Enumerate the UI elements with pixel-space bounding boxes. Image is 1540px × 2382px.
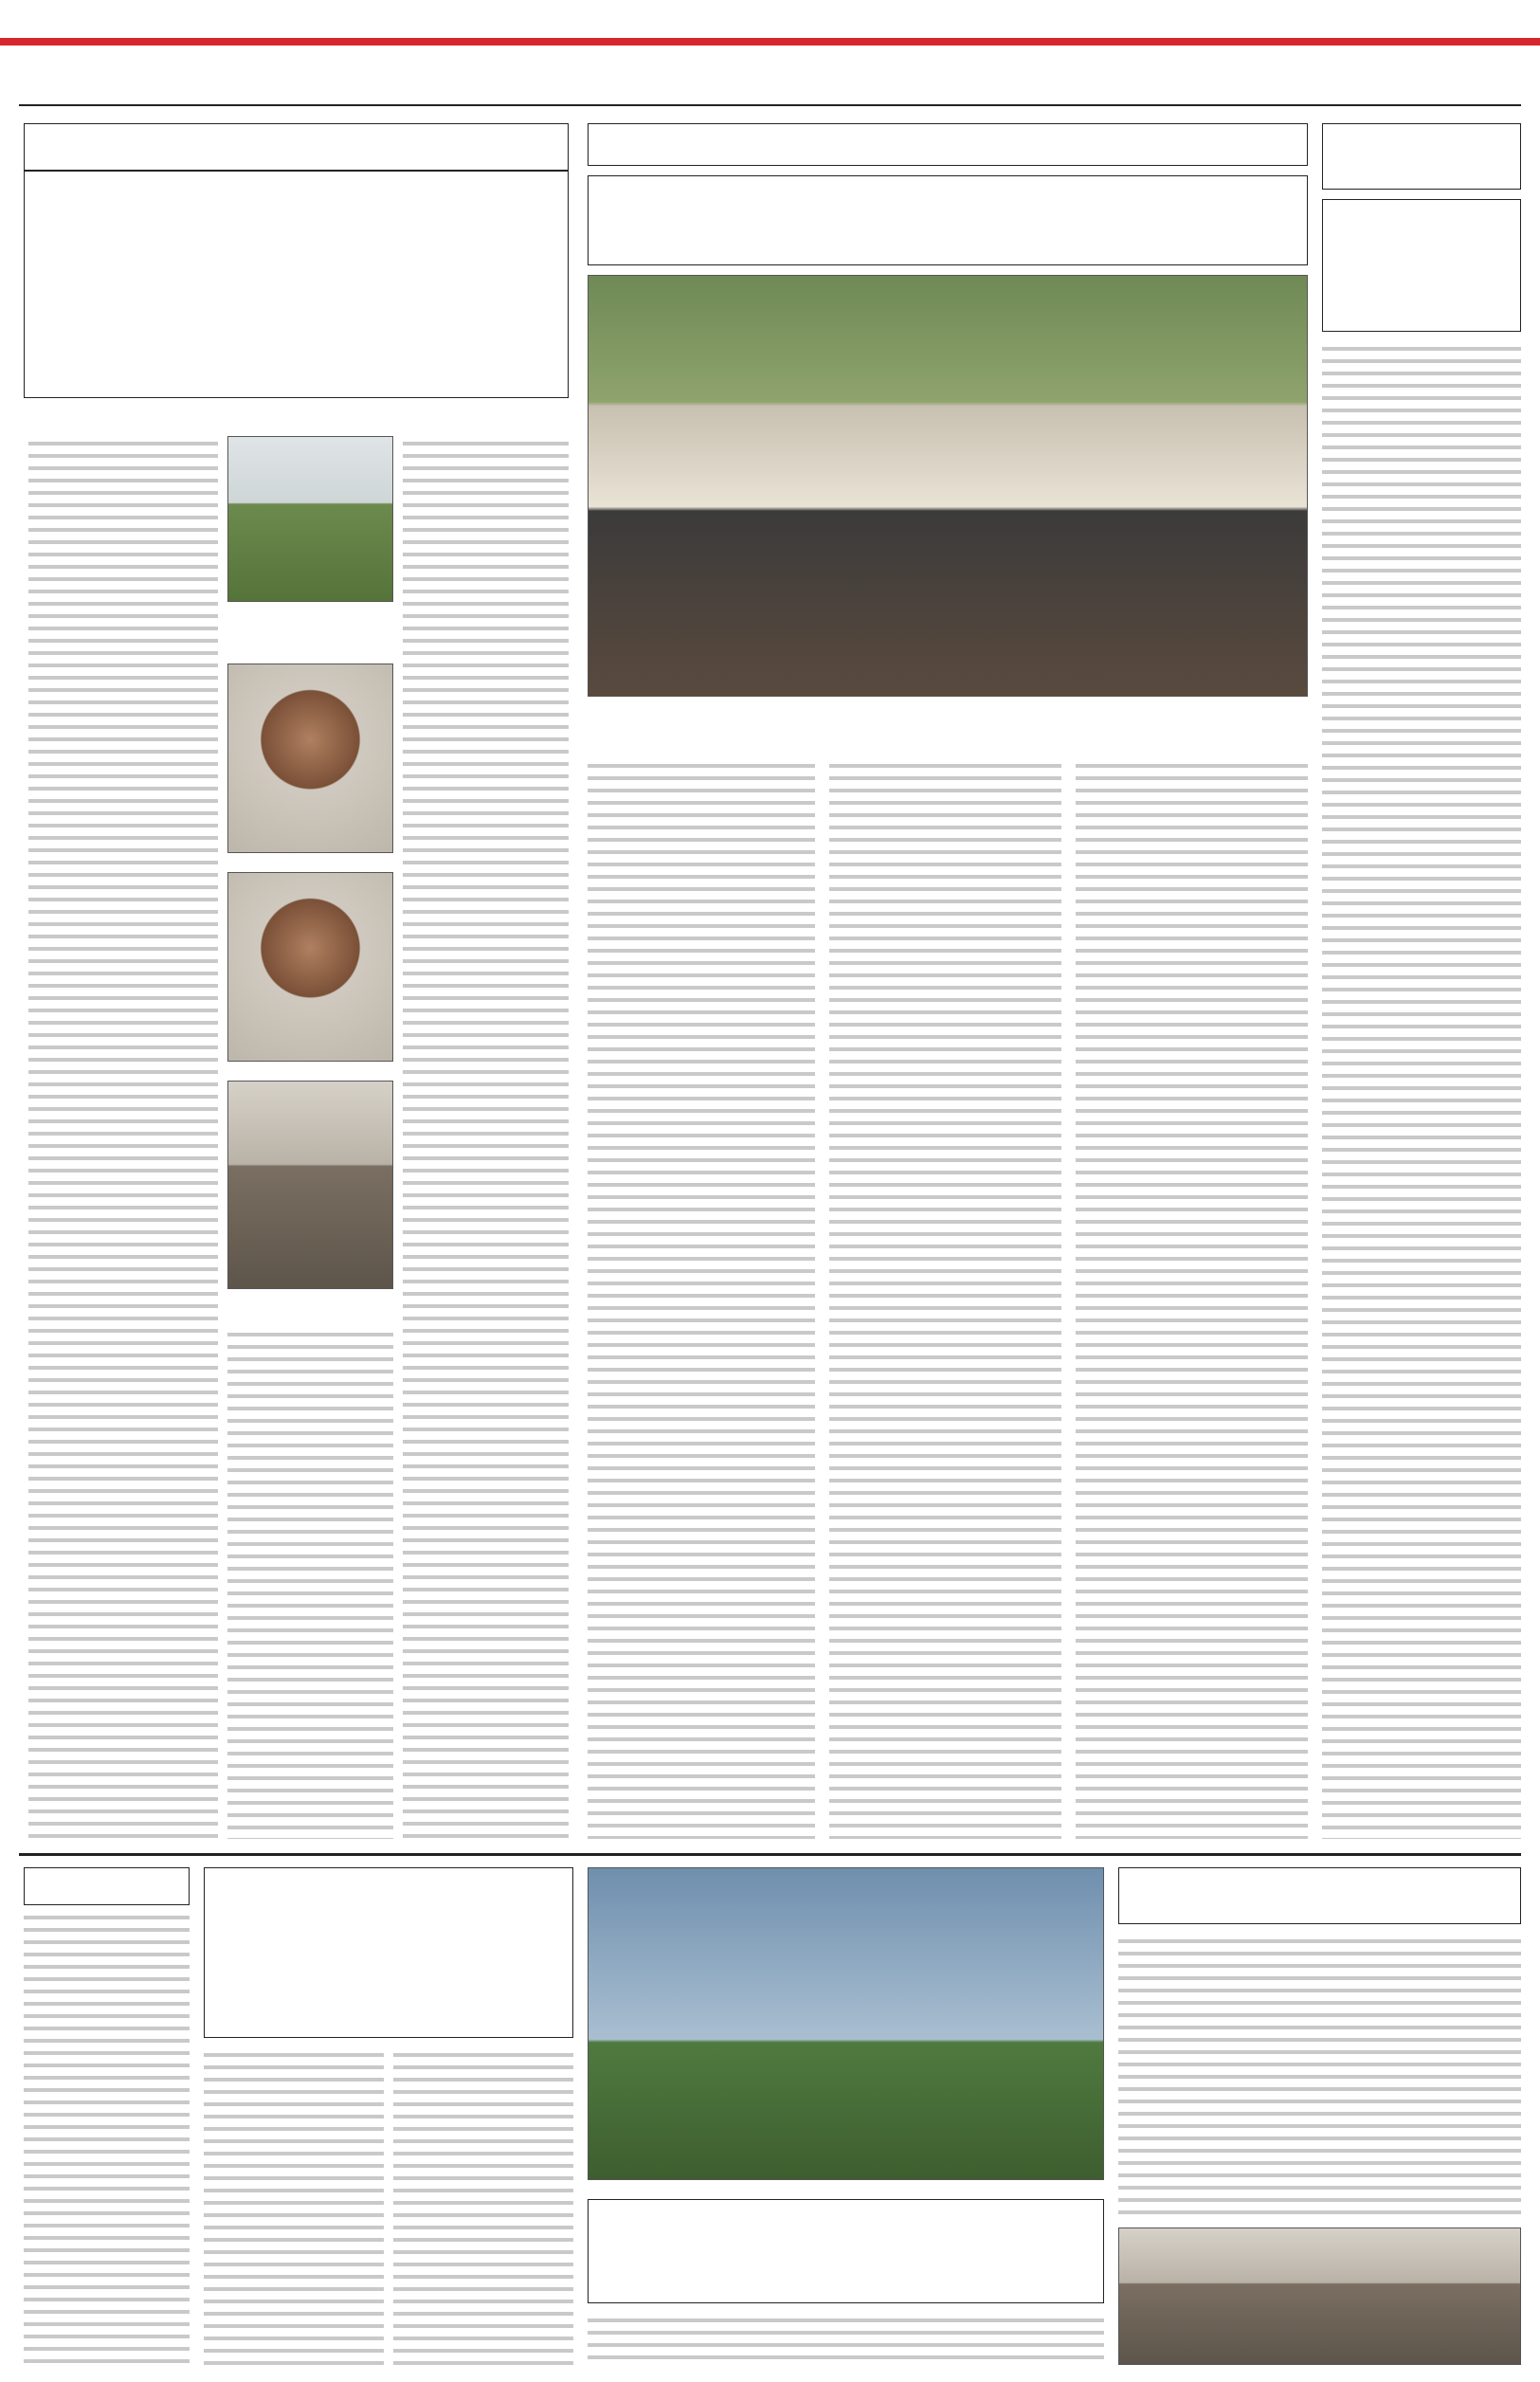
right-letter-body [1322, 341, 1521, 1839]
bottom-right-headline [1118, 1867, 1521, 1924]
left-kicker-box [24, 123, 569, 171]
bottom-left-headline [204, 1867, 573, 2038]
bottom-center-photo [588, 1867, 1104, 2180]
masthead-rule [19, 104, 1521, 106]
fold-rule [19, 1853, 1521, 1856]
left-photo-fence [227, 436, 393, 602]
center-body-col-1 [588, 758, 815, 1839]
section-title [114, 19, 398, 104]
left-photo-man [227, 664, 393, 853]
bottom-right-body [1118, 1934, 1521, 2218]
left-photo-family [227, 1081, 393, 1289]
bottom-left-body-1 [204, 2047, 384, 2365]
right-column-header [1322, 123, 1521, 190]
bottom-left-body-2 [393, 2047, 573, 2365]
left-headline-box [24, 171, 569, 398]
center-caption [588, 701, 1308, 722]
briefs-header [24, 1867, 190, 1905]
center-photo-protest [588, 275, 1308, 697]
publisher-date [1099, 57, 1516, 85]
center-body-col-2 [829, 758, 1061, 1839]
left-photo-woman [227, 872, 393, 1062]
bottom-right-photo [1118, 2227, 1521, 2365]
center-body-col-3 [1076, 758, 1308, 1839]
center-headline-box [588, 175, 1308, 265]
bottom-center-body [588, 2313, 1104, 2365]
left-body-col-2 [227, 1327, 393, 1839]
briefs-body [24, 1910, 190, 2365]
left-body-col-3 [403, 436, 569, 1839]
bottom-center-headline [588, 2199, 1104, 2303]
center-kicker-box [588, 123, 1308, 166]
left-body-col-1 [28, 436, 218, 1839]
page-number [28, 52, 104, 81]
right-letter-headline [1322, 199, 1521, 332]
